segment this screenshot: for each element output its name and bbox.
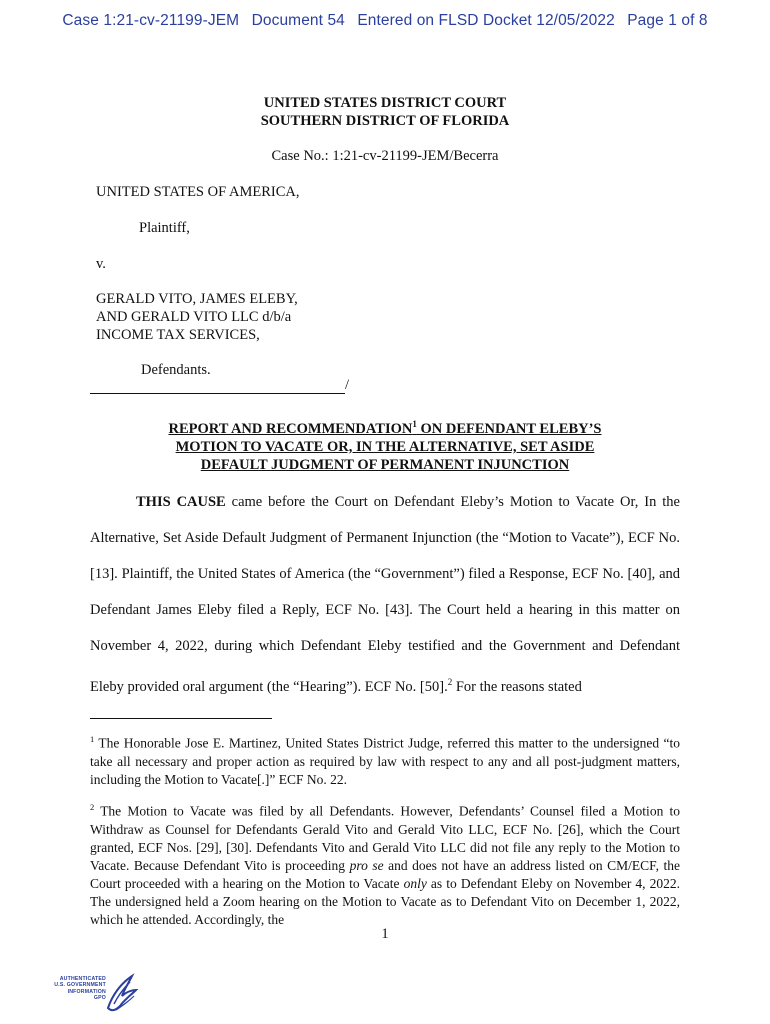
gpo-line-3: INFORMATION — [67, 988, 106, 995]
gpo-line-1: AUTHENTICATED — [59, 976, 106, 982]
title-line-1 — [0, 415, 770, 438]
header-document: Document 54 — [251, 12, 345, 29]
footnote-2 — [90, 798, 680, 929]
body-text-2: For the reasons stated — [452, 678, 582, 695]
caption-rule — [90, 377, 349, 394]
defendants-line-3: INCOME TAX SERVICES, — [96, 327, 260, 343]
title-footnote-ref: 1 — [412, 419, 417, 429]
caption-slash: / — [345, 377, 350, 393]
footnote-1 — [90, 730, 680, 789]
body-paragraph-text — [90, 484, 680, 705]
plaintiff-name: UNITED STATES OF AMERICA, — [96, 184, 300, 200]
court-line-2: SOUTHERN DISTRICT OF FLORIDA — [260, 113, 510, 129]
header-page: Page 1 of 8 — [627, 12, 708, 29]
defendants-role: Defendants. — [141, 362, 211, 378]
header-case: Case 1:21-cv-21199-JEM — [62, 12, 240, 29]
docket-header — [0, 12, 770, 30]
gpo-eagle-icon — [102, 970, 142, 1016]
title-line-2: MOTION TO VACATE OR, IN THE ALTERNATIVE, SET ASIDE — [175, 438, 595, 455]
body-text-1: came before the Court on Defendant Eleby’s Motion to Vacate Or, In the Alternative, Set Aside Default Judgment of Permanent Injunction (the “Motion to Vacate”), ECF No. [13]. Plaintiff, the United States of America (the “Government”) filed a Response, ECF No. [40], and Defendant James Eleby filed a Reply, ECF No. [43]. The Court held a hearing in this matter on November 4, 2022, during which Defendant Eleby testified and the Government and Defendant Eleby provided oral argument (the “Hearing”). ECF No. [50]. — [90, 494, 680, 695]
footnote-2-pro-se: pro se — [349, 857, 384, 873]
title-line-1b: ON DEFENDANT ELEBY’S — [416, 420, 602, 437]
document-title — [0, 415, 770, 474]
court-name — [0, 94, 770, 130]
footnote-2-text-a: The Motion to Vacate was filed by all Defendants. However, Defendants’ Counsel filed a Motion to Withdraw as Counsel for Defendants Gerald Vito and Gerald Vito LLC, ECF No. [26], which the Court granted, ECF Nos. [29], [30]. Defendants Vito and Gerald Vito LLC did not file any reply to the Motion to Vacate. Because Defendant Vito is proceeding — [90, 803, 680, 873]
header-entered: Entered on FLSD Docket 12/05/2022 — [357, 12, 615, 29]
plaintiff-role: Plaintiff, — [139, 220, 190, 236]
footnote-divider — [90, 718, 272, 719]
footnote-1-number: 1 — [90, 734, 95, 744]
body-lead: THIS CAUSE — [136, 494, 226, 510]
footnote-2-number: 2 — [90, 802, 95, 812]
gpo-line-2: U.S. GOVERNMENT — [54, 982, 106, 989]
footnote-2-text-c: as to Defendant Eleby on November 4, 2022. The undersigned held a Zoom hearing on the Motion to Vacate as to Defendant Vito on December 1, 2022, which he attended. Accordingly, the — [90, 875, 680, 927]
title-line-1a: REPORT AND RECOMMENDATION — [168, 420, 413, 437]
footnote-1-text: The Honorable Jose E. Martinez, United States District Judge, referred this matter to the undersigned “to take all necessary and proper action as required by law with respect to any and all post-judgment matters, including the Motion to Vacate[.]” ECF No. 22. — [90, 735, 680, 787]
gpo-logo-text — [40, 976, 106, 1002]
defendants-line-2: AND GERALD VITO LLC d/b/a — [96, 309, 292, 325]
footnote-2-only: only — [403, 875, 427, 891]
versus: v. — [96, 256, 106, 272]
body-footnote-ref: 2 — [447, 677, 453, 687]
gpo-authentication-logo — [40, 970, 140, 1016]
title-line-3: DEFAULT JUDGMENT OF PERMANENT INJUNCTION — [200, 456, 570, 473]
defendants-line-1: GERALD VITO, JAMES ELEBY, — [96, 291, 298, 307]
case-number: Case No.: 1:21-cv-21199-JEM/Becerra — [271, 148, 499, 164]
footnote-2-text-b: and does not have an address listed on CM/ECF, the Court proceeded with a hearing on the Motion to Vacate — [90, 857, 680, 891]
body-paragraph — [90, 484, 680, 705]
caption-underline — [90, 379, 345, 394]
gpo-line-4: GPO — [93, 995, 106, 1002]
defendants-names — [96, 290, 298, 344]
court-line-1: UNITED STATES DISTRICT COURT — [263, 95, 507, 111]
page-number: 1 — [381, 926, 389, 942]
